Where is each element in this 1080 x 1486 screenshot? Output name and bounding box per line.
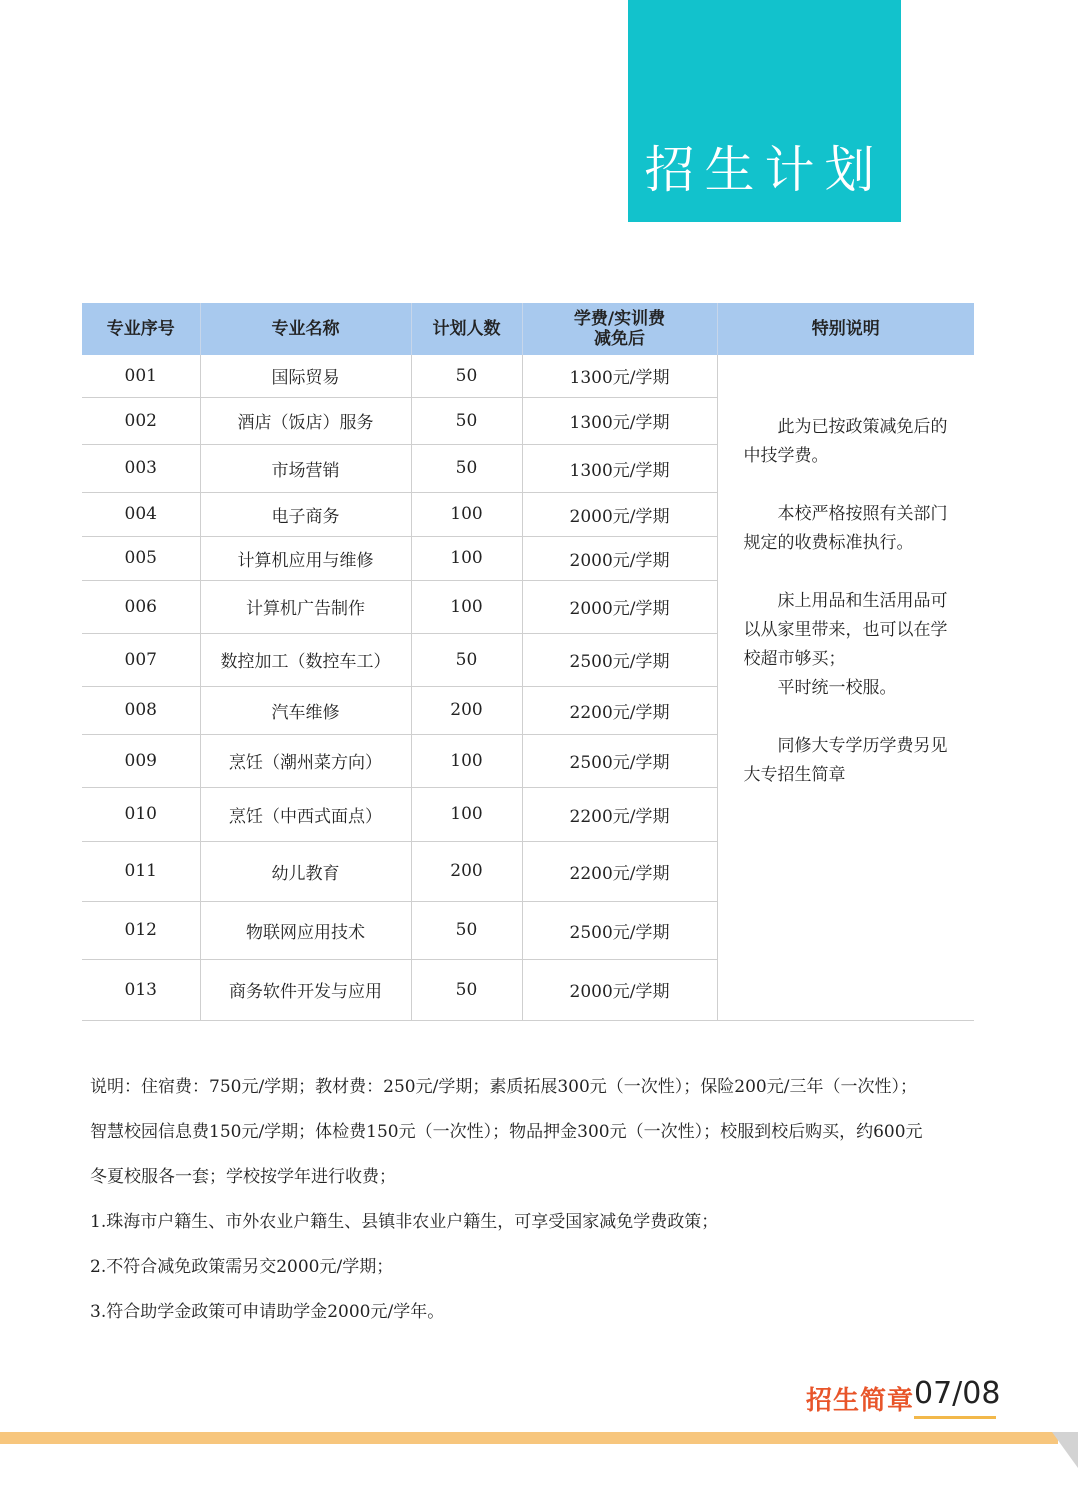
special-note: 床上用品和生活用品可以从家里带来，也可以在学校超市够买； [743, 591, 948, 669]
major-name-cell: 数控加工（数控车工） [200, 633, 411, 686]
page-title: 招生计划 [644, 141, 885, 199]
major-id-cell: 006 [82, 580, 200, 633]
major-id-cell: 008 [82, 686, 200, 734]
bottom-decor-tip [1052, 1432, 1078, 1468]
major-id-cell: 013 [82, 959, 200, 1020]
plan-count-cell: 50 [411, 355, 522, 397]
plan-count-cell: 200 [411, 686, 522, 734]
fee-cell: 1300元/学期 [522, 355, 717, 397]
fee-cell: 1300元/学期 [522, 444, 717, 492]
table-body [82, 355, 974, 1020]
major-id-cell: 002 [82, 397, 200, 444]
page-number: 07/08 [914, 1376, 1001, 1411]
major-name-cell: 幼儿教育 [200, 841, 411, 901]
special-note: 本校严格按照有关部门规定的收费标准执行。 [743, 504, 948, 553]
fee-cell: 2200元/学期 [522, 686, 717, 734]
major-name-cell: 烹饪（中西式面点） [200, 787, 411, 841]
major-id-cell: 007 [82, 633, 200, 686]
major-name-cell: 汽车维修 [200, 686, 411, 734]
special-note: 此为已按政策减免后的中技学费。 [743, 417, 948, 466]
fee-cell: 2200元/学期 [522, 787, 717, 841]
plan-count-cell: 100 [411, 580, 522, 633]
plan-count-cell: 100 [411, 536, 522, 580]
fee-cell: 2500元/学期 [522, 734, 717, 787]
footer-brand: 招生简章 [806, 1386, 915, 1416]
table-row [82, 355, 974, 397]
table-header-row [82, 303, 974, 355]
fee-cell: 2000元/学期 [522, 959, 717, 1020]
header-special-notes: 特别说明 [717, 303, 974, 355]
major-name-cell: 国际贸易 [200, 355, 411, 397]
major-name-cell: 商务软件开发与应用 [200, 959, 411, 1020]
note-gap [744, 558, 955, 587]
special-note: 同修大专学历学费另见大专招生简章 [743, 736, 948, 785]
header-major-id: 专业序号 [82, 303, 200, 355]
major-name-cell: 计算机广告制作 [200, 580, 411, 633]
fee-cell: 2500元/学期 [522, 901, 717, 959]
plan-count-cell: 50 [411, 444, 522, 492]
major-name-cell: 烹饪（潮州菜方向） [200, 734, 411, 787]
fee-cell: 2000元/学期 [522, 492, 717, 536]
footnote-line: 1.珠海市户籍生、市外农业户籍生、县镇非农业户籍生，可享受国家减免学费政策； [90, 1212, 719, 1232]
major-name-cell: 酒店（饭店）服务 [200, 397, 411, 444]
fee-cell: 2000元/学期 [522, 580, 717, 633]
major-id-cell: 005 [82, 536, 200, 580]
footnote-line: 智慧校园信息费150元/学期；体检费150元（一次性）；物品押金300元（一次性）；校服到校后购买，约600元 [90, 1122, 923, 1142]
note-gap [744, 471, 955, 500]
plan-count-cell: 50 [411, 901, 522, 959]
major-id-cell: 011 [82, 841, 200, 901]
plan-count-cell: 50 [411, 397, 522, 444]
fee-cell: 1300元/学期 [522, 397, 717, 444]
special-note: 平时统一校服。 [777, 678, 897, 698]
fee-cell: 2500元/学期 [522, 633, 717, 686]
notes-top-spacer [744, 355, 955, 413]
footnote-line: 3.符合助学金政策可申请助学金2000元/学年。 [90, 1302, 445, 1322]
bottom-decor-bar [0, 1432, 1058, 1444]
plan-count-cell: 100 [411, 492, 522, 536]
plan-count-cell: 50 [411, 959, 522, 1020]
footnotes [90, 1065, 990, 1335]
major-id-cell: 004 [82, 492, 200, 536]
plan-count-cell: 100 [411, 787, 522, 841]
major-id-cell: 001 [82, 355, 200, 397]
footnote-line: 说明：住宿费：750元/学期；教材费：250元/学期；素质拓展300元（一次性）；保险200元/三年（一次性）； [90, 1077, 917, 1097]
header-fee [522, 303, 717, 355]
note-gap [744, 703, 955, 732]
title-banner [628, 0, 901, 222]
enrollment-plan-table [82, 303, 974, 1021]
fee-cell: 2200元/学期 [522, 841, 717, 901]
plan-count-cell: 100 [411, 734, 522, 787]
footnote-line: 2.不符合减免政策需另交2000元/学期； [90, 1257, 394, 1277]
footnote-line: 冬夏校服各一套；学校按学年进行收费； [90, 1167, 396, 1187]
major-id-cell: 009 [82, 734, 200, 787]
plan-count-cell: 200 [411, 841, 522, 901]
header-major-name: 专业名称 [200, 303, 411, 355]
header-plan-count: 计划人数 [411, 303, 522, 355]
major-id-cell: 012 [82, 901, 200, 959]
header-fee-line1: 学费/实训费 [573, 309, 666, 329]
special-notes-cell [717, 355, 974, 1020]
fee-cell: 2000元/学期 [522, 536, 717, 580]
major-id-cell: 010 [82, 787, 200, 841]
page-number-underline [914, 1416, 996, 1419]
major-id-cell: 003 [82, 444, 200, 492]
header-fee-line2: 减免后 [594, 329, 645, 349]
major-name-cell: 市场营销 [200, 444, 411, 492]
major-name-cell: 电子商务 [200, 492, 411, 536]
major-name-cell: 计算机应用与维修 [200, 536, 411, 580]
major-name-cell: 物联网应用技术 [200, 901, 411, 959]
plan-count-cell: 50 [411, 633, 522, 686]
